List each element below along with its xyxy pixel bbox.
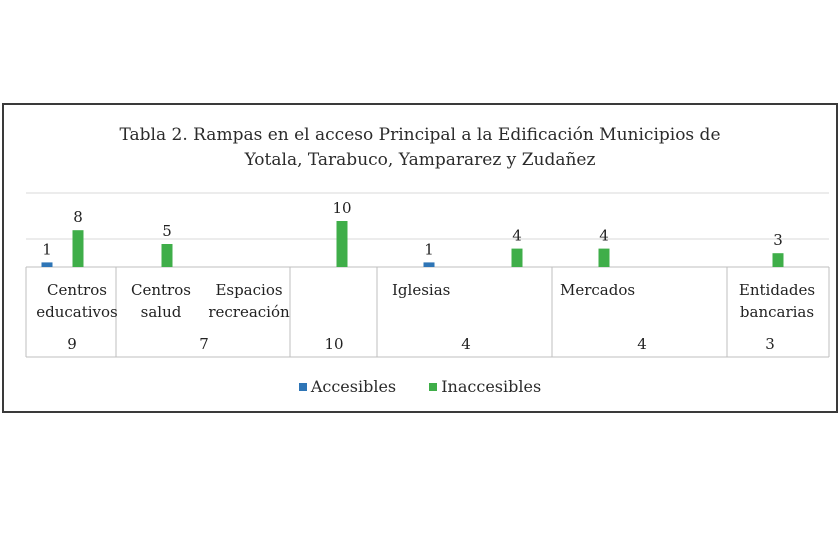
bar-inaccesibles-2 [162,244,173,267]
data-label: 3 [773,231,783,250]
total-value: 9 [67,335,77,353]
data-label: 5 [162,222,172,240]
bar-inaccesibles-6 [599,249,610,267]
category-label: Entidades [738,281,816,299]
legend-swatch-inaccesibles [429,383,437,391]
legend-label-inaccesibles: Inaccesibles [441,377,542,396]
data-label: 4 [599,226,609,245]
legend-swatch-accesibles [299,383,307,391]
legend-item-inaccesibles [429,377,541,396]
data-label: 10 [332,199,352,217]
legend-item-accesibles [299,377,396,396]
total-value: 4 [461,335,471,353]
category-label: Centros [47,281,107,299]
legend [4,377,836,396]
total-value: 3 [765,335,775,353]
total-value: 7 [199,335,209,353]
bar-accesibles-0 [42,262,53,267]
bar-inaccesibles-7 [773,253,784,267]
data-label: 8 [73,208,83,227]
category-label: Espacios [215,281,283,299]
bar-inaccesibles-5 [512,249,523,267]
chart-title-line-1: Tabla 2. Rampas en el acceso Principal a la Edificación Municipios de [119,125,721,145]
category-label: salud [140,303,182,321]
category-label: Iglesias [392,281,451,299]
total-value: 4 [637,335,647,353]
chart-title-line-2: Yotala, Tarabuco, Yampararez y Zudañez [244,150,596,170]
legend-label-accesibles: Accesibles [310,377,397,396]
category-label: Mercados [560,281,636,299]
plot-area [4,105,836,411]
category-label: educativos [36,303,118,321]
category-label: bancarias [739,303,815,321]
total-value: 10 [324,335,344,353]
data-label: 4 [512,226,522,245]
bar-accesibles-4 [424,262,435,267]
data-label: 1 [424,240,434,259]
category-label: Centros [131,281,191,299]
chart-frame [2,103,838,413]
category-label: recreación [208,303,290,321]
bar-inaccesibles-3 [337,221,348,267]
bar-inaccesibles-1 [73,230,84,267]
data-label: 1 [42,240,52,259]
